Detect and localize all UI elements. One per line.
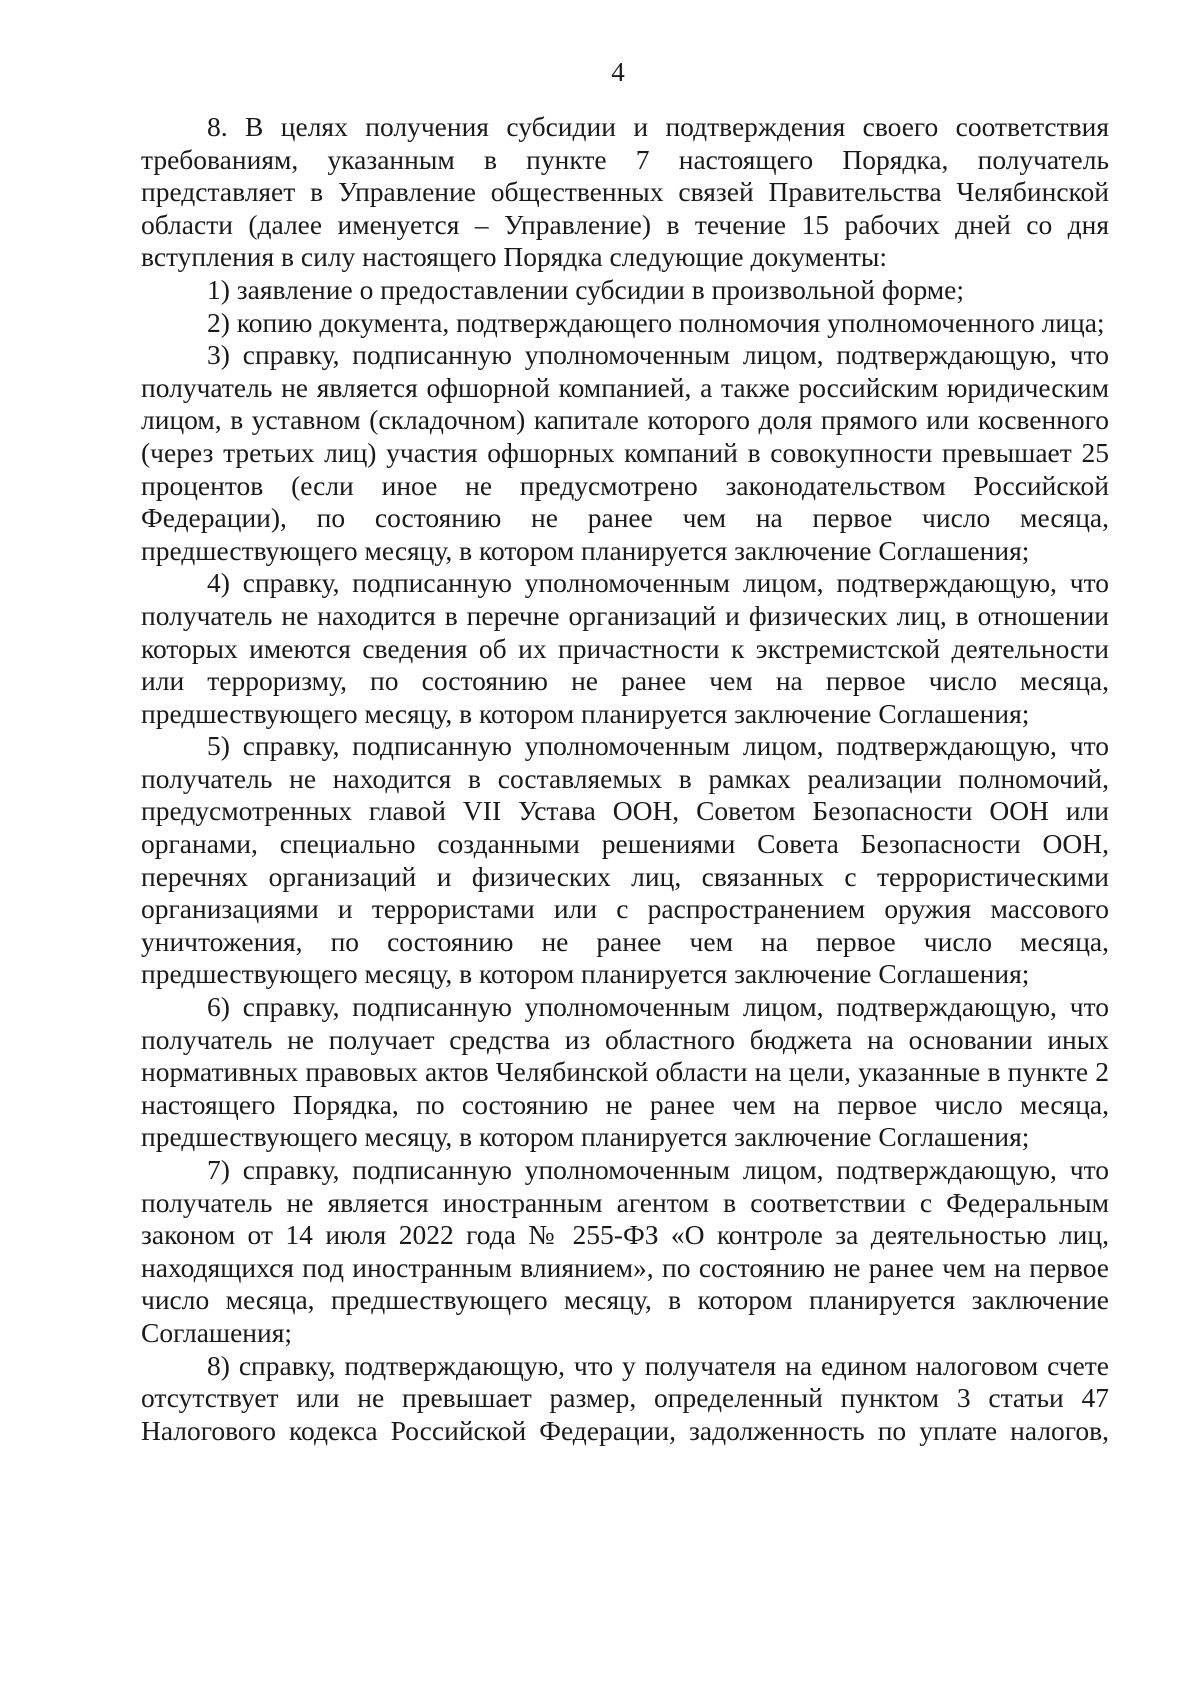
list-item-1: 1) заявление о предоставлении субсидии в произвольной форме;: [207, 273, 965, 305]
document-body: [141, 111, 1109, 1447]
list-item-2: 2) копию документа, подтверждающего полномочия уполномоченного лица;: [207, 306, 1105, 338]
list-item-4: 4) справку, подписанную уполномоченным лицом, подтверждающую, что получатель не находится в перечне организаций и физических лиц, в отношении которых имеются сведения об их причастности к экстремистской деятельности или терроризму, по состоянию не ранее чем на первое число месяца, предшествующего месяцу, в котором планируется заключение Соглашения;: [141, 567, 1109, 729]
list-item-5: 5) справку, подписанную уполномоченным лицом, подтверждающую, что получатель не находится в составляемых в рамках реализации полномочий, предусмотренных главой VII Устава ООН, Советом Безопасности ООН или органами, специально созданными решениями Совета Безопасности ООН, перечнях организаций и физических лиц, связанных с террористическими организациями и террористами или с распространением оружия массового уничтожения, по состоянию не ранее чем на первое число месяца, предшествующего месяцу, в котором планируется заключение Соглашения;: [141, 730, 1109, 990]
list-item-3: 3) справку, подписанную уполномоченным лицом, подтверждающую, что получатель не является офшорной компанией, а также российским юридическим лицом, в уставном (складочном) капитале которого доля прямого или косвенного (через третьих лиц) участия офшорных компаний в совокупности превышает 25 процентов (если иное не предусмотрено законодательством Российской Федерации), по состоянию не ранее чем на первое число месяца, предшествующего месяцу, в котором планируется заключение Соглашения;: [141, 339, 1109, 566]
list-item-8: 8) справку, подтверждающую, что у получателя на едином налоговом счете отсутствует или не превышает размер, определенный пунктом 3 статьи 47 Налогового кодекса Российской Федерации, задолженность по уплате налогов,: [141, 1349, 1109, 1446]
list-item-7: 7) справку, подписанную уполномоченным лицом, подтверждающую, что получатель не является иностранным агентом в соответствии с Федеральным законом от 14 июля 2022 года № 255-ФЗ «О контроле за деятельностью лиц, находящихся под иностранным влиянием», по состоянию не ранее чем на первое число месяца, предшествующего месяцу, в котором планируется заключение Соглашения;: [141, 1154, 1109, 1348]
list-item-6: 6) справку, подписанную уполномоченным лицом, подтверждающую, что получатель не получает средства из областного бюджета на основании иных нормативных правовых актов Челябинской области на цели, указанные в пункте 2 настоящего Порядка, по состоянию не ранее чем на первое число месяца, предшествующего месяцу, в котором планируется заключение Соглашения;: [141, 991, 1109, 1153]
page-number: 4: [611, 57, 625, 87]
paragraph-8: 8. В целях получения субсидии и подтверждения своего соответствия требованиям, указанным в пункте 7 настоящего Порядка, получатель представляет в Управление общественных связей Правительства Челябинской области (далее именуется – Управление) в течение 15 рабочих дней со дня вступления в силу настоящего Порядка следующие документы:: [141, 111, 1109, 273]
